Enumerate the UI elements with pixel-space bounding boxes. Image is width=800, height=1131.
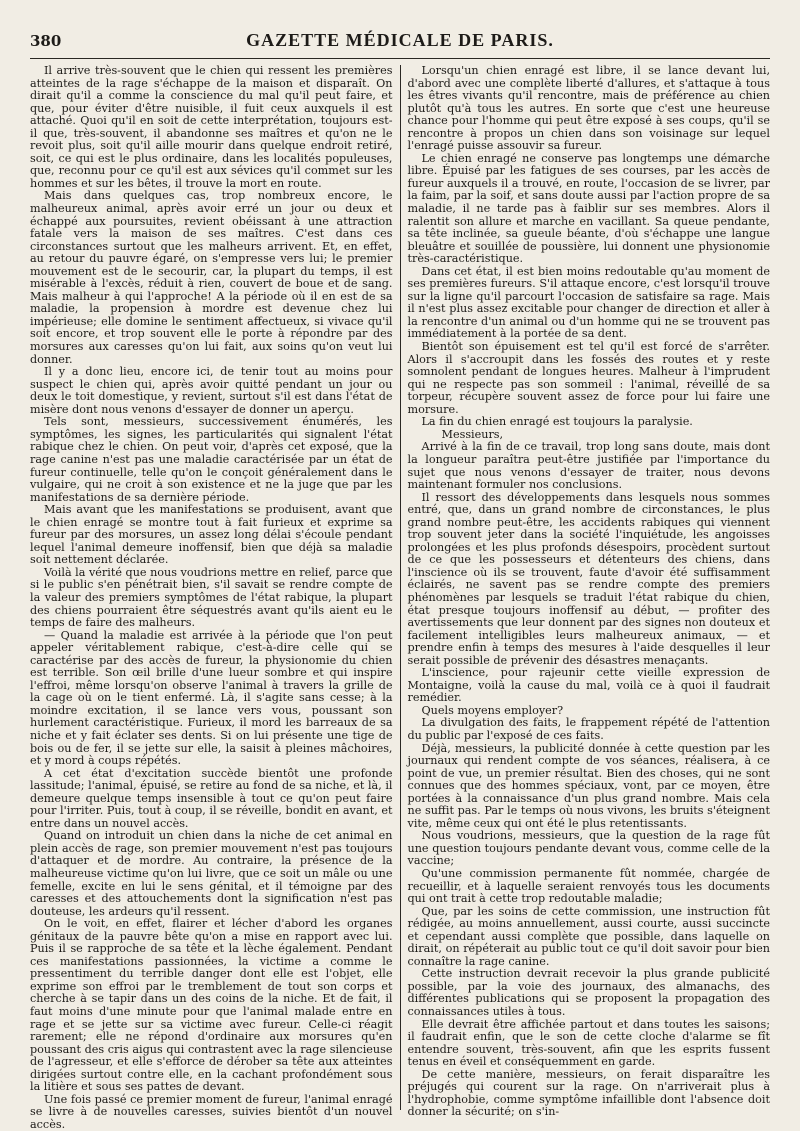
paragraph: La divulgation des faits, le frappement répété de l'attention du public par l'exposé de ces faits. (407, 716, 770, 742)
paragraph: Voilà la vérité que nous voudrions mettre en relief, parce que si le public s'en pénétrait bien, s'il savait se rendre compte de la valeur des premiers symptômes de l'état rabique, la plupart des chiens pourraient être séquestrés avant qu'ils aient eu le temps de faire des malheurs. (30, 565, 393, 630)
paragraph: Déjà, messieurs, la publicité donnée à cette question par les journaux qui rendent compte de vos séances, réalisera, à ce point de vue, un premier résultat. Bien des choses, qui ne sont connues que des hommes spéciaux, vont, par ce moyen, être portées à la connaissance d'un plus grand nombre. Mais cela ne suffit pas. Par le temps où nous vivons, les bruits s'éteignent vite, même ceux qui ont été le plus retentissants. (407, 741, 770, 830)
paragraph: A cet état d'excitation succède bientôt une profonde lassitude; l'animal, épuisé, se retire au fond de sa niche, et là, il demeure quelque temps insensible à tout ce qu'on peut faire pour l'irriter. Puis, tout à coup, il se réveille, bondit en avant, et entre dans un nouvel accès. (30, 766, 393, 830)
text-columns (30, 64, 770, 1131)
paragraph: Une fois passé ce premier moment de fureur, l'animal enragé se livre à de nouvelles caresses, suivies bientôt d'un nouvel accès. (30, 1092, 393, 1131)
paragraph: Dans cet état, il est bien moins redoutable qu'au moment de ses premières fureurs. S'il attaque encore, c'est lorsqu'il trouve sur la ligne qu'il parcourt l'occasion de satisfaire sa rage. Mais il n'est plus assez excitable pour changer de direction et aller à la rencontre d'un animal ou d'un homme qui ne se trouvent pas immédiatement à la portée de sa dent. (407, 264, 770, 341)
paragraph: Qu'une commission permanente fût nommée, chargée de recueillir, et à laquelle seraient renvoyés tous les documents qui ont trait à cette trop redoutable maladie; (407, 867, 770, 906)
paragraph: L'inscience, pour rajeunir cette vieille expression de Montaigne, voilà la cause du mal, voilà ce à quoi il faudrait remédier. (407, 666, 770, 705)
paragraph: Il arrive très-souvent que le chien qui ressent les premières atteintes de la rage s'échappe de la maison et disparaît. On dirait qu'il a comme la conscience du mal qu'il peut faire, et que, pour éviter d'être nuisible, il fuit ceux auxquels il est attaché. Quoi qu'il en soit de cette interprétation, toujours est-il que, très-souvent, il abandonne ses maîtres et qu'on ne le revoit plus, soit qu'il aille mourir dans quelque endroit retiré, soit, ce qui est le plus ordinaire, dans les localités populeuses, que, reconnu pour ce qu'il est aux sévices qu'il commet sur les hommes et sur les bêtes, il trouve la mort en route. (30, 64, 393, 190)
salutation: Messieurs, (441, 427, 504, 441)
paragraph: Il y a donc lieu, encore ici, de tenir tout au moins pour suspect le chien qui, après avoir quitté pendant un jour ou deux le toit domestique, y revient, surtout s'il est dans l'état de misère dont nous venons d'essayer de donner un aperçu. (30, 365, 393, 416)
page-number: 380 (30, 32, 62, 50)
paragraph: Le chien enragé ne conserve pas longtemps une démarche libre. Épuisé par les fatigues de ses courses, par les accès de fureur auxquels il a trouvé, en route, l'occasion de se livrer, par la faim, par la soif, et sans doute aussi par l'action propre de sa maladie, il ne tarde pas à faiblir sur ses membres. Alors il ralentit son allure et marche en vacillant. Sa queue pendante, sa tête inclinée, sa gueule béante, d'où s'échappe une langue bleuâtre et souillée de poussière, lui donnent une physionomie très-caractéristique. (407, 151, 770, 266)
journal-title: GAZETTE MÉDICALE DE PARIS. (246, 30, 554, 50)
paragraph: Mais dans quelques cas, trop nombreux encore, le malheureux animal, après avoir erré un jour ou deux et échappé aux poursuites, revient obéissant à une attraction fatale vers la maison de ses maîtres. C'est dans ces circonstances surtout que les malheurs arrivent. Et, en effet, au retour du pauvre égaré, on s'empresse vers lui; le premier mouvement est de le secourir, car, la plupart du temps, il est misérable à l'excès, réduit à rien, couvert de boue et de sang. Mais malheur à qui l'approche! A la période où il en est de sa maladie, la propension à mordre est devenue chez lui impérieuse; elle domine le sentiment affectueux, si vivace qu'il soit encore, et trop souvent elle le porte à répondre par des morsures aux caresses qu'on lui fait, aux soins qu'on veut lui donner. (30, 189, 393, 366)
left-column (30, 64, 400, 1131)
paragraph: Il ressort des développements dans lesquels nous sommes entré, que, dans un grand nombre de circonstances, le plus grand nombre peut-être, les accidents rabiques qui viennent trop souvent jeter dans la société l'inquiétude, les angoisses prolongées et les plus profonds désespoirs, procèdent surtout de ce que les possesseurs et détenteurs des chiens, dans l'inscience où ils se trouvent, faute d'avoir été suffisamment éclairés, ne savent pas se rendre compte des premiers phénomènes par lesquels se traduit l'état rabique du chien, état presque toujours inoffensif au début, — profiter des avertissements que leur donnent par des signes non douteux et facilement intelligibles leurs malheureux animaux, — et prendre enfin à temps des mesures à l'aide desquelles il leur serait possible de prévenir des désastres menaçants. (407, 490, 770, 667)
paragraph: Elle devrait être affichée partout et dans toutes les saisons; il faudrait enfin, que le son de cette cloche d'alarme se fît entendre souvent, très-souvent, afin que les esprits fussent tenus en éveil et conséquemment en garde. (407, 1017, 770, 1069)
right-column (401, 64, 771, 1119)
paragraph: Que, par les soins de cette commission, une instruction fût rédigée, au moins annuellement, aussi courte, aussi succincte et cependant aussi complète que possible, dans laquelle on dirait, on répéterait au public tout ce qu'il doit savoir pour bien connaître la rage canine. (407, 904, 770, 968)
paragraph: Arrivé à la fin de ce travail, trop long sans doute, mais dont la longueur paraîtra peut-être justifiée par l'importance du sujet que nous venons d'essayer de traiter, nous devons maintenant formuler nos conclusions. (407, 440, 770, 492)
paragraph: Quels moyens employer? (421, 703, 564, 717)
paragraph: Nous voudrions, messieurs, que la question de la rage fût une question toujours pendante devant vous, comme celle de la vaccine; (407, 829, 770, 868)
paragraph: De cette manière, messieurs, on ferait disparaître les préjugés qui courent sur la rage. On n'arriverait plus à l'hydrophobie, comme symptôme infaillible dont l'absence doit donner la sécurité; on s'in- (407, 1067, 770, 1119)
paragraph: — Quand la maladie est arrivée à la période que l'on peut appeler véritablement rabique, c'est-à-dire celle qui se caractérise par des accès de fureur, la physionomie du chien est terrible. Son œil brille d'une lueur sombre et qui inspire l'effroi, même lorsqu'on observe l'animal à travers la grille de la cage où on le tient enfermé. Là, il s'agite sans cesse; à la moindre excitation, il se lance vers vous, poussant son hurlement caractéristique. Furieux, il mord les barreaux de sa niche et y fait éclater ses dents. Si on lui présente une tige de bois ou de fer, il se jette sur elle, la saisit à pleines mâchoires, et y mord à coups répétés. (30, 628, 393, 768)
paragraph: La fin du chien enragé est toujours la paralysie. (421, 415, 693, 429)
paragraph: On le voit, en effet, flairer et lécher d'abord les organes génitaux de la pauvre bête qu'on a mise en rapport avec lui. Puis il se rapproche de sa tête et la lèche également. Pendant ces manifestations passionnées, la victime a comme le pressentiment du terrible danger dont elle est l'objet, elle exprime son effroi par le tremblement de tout son corps et cherche à se tapir dans un des coins de la niche. Et de fait, il faut moins d'une minute pour que l'animal malade entre en rage et se jette sur sa victime avec fureur. Celle-ci réagit rarement; elle ne répond d'ordinaire aux morsures qu'en poussant des cris aigus qui contrastent avec la rage silencieuse de l'agresseur, et elle s'efforce de dérober sa tête aux atteintes dirigées surtout contre elle, en la cachant profondément sous la litière et sous ses pattes de devant. (30, 917, 393, 1094)
paragraph: Tels sont, messieurs, successivement énumérés, les symptômes, les signes, les particularités qui signalent l'état rabique chez le chien. On peut voir, d'après cet exposé, que la rage canine n'est pas une maladie caractérisée par un état de fureur continuelle, telle qu'on le conçoit généralement dans le vulgaire, qui ne croit à son existence et ne la juge que par les manifestations de sa dernière période. (30, 415, 393, 504)
paragraph: Quand on introduit un chien dans la niche de cet animal en plein accès de rage, son premier mouvement n'est pas toujours d'attaquer et de mordre. Au contraire, la présence de la malheureuse victime qu'on lui livre, que ce soit un mâle ou une femelle, excite en lui le sens génital, et il témoigne par des caresses et des attouchements dont la signification n'est pas douteuse, les ardeurs qu'il ressent. (30, 829, 393, 918)
paragraph: Mais avant que les manifestations se produisent, avant que le chien enragé se montre tout à fait furieux et exprime sa fureur par des morsures, un assez long délai s'écoule pendant lequel l'animal demeure inoffensif, bien que déjà sa maladie soit nettement déclarée. (30, 503, 393, 567)
header-rule (30, 58, 770, 59)
paragraph: Lorsqu'un chien enragé est libre, il se lance devant lui, d'abord avec une complète liberté d'allures, et s'attaque à tous les êtres vivants qu'il rencontre, mais de préférence au chien plutôt qu'à tous les autres. En sorte que c'est une heureuse chance pour l'homme qui peut être exposé à ses coups, qu'il se rencontre à propos un chien dans son voisinage sur lequel l'enragé puisse assouvir sa fureur. (407, 64, 770, 153)
page-header (30, 30, 770, 58)
paragraph: Bientôt son épuisement est tel qu'il est forcé de s'arrêter. Alors il s'accroupit dans les fossés des routes et y reste somnolent pendant de longues heures. Malheur à l'imprudent qui ne respecte pas son sommeil : l'animal, réveillé de sa torpeur, récupère souvent assez de force pour lui faire une morsure. (407, 340, 770, 416)
paragraph: Cette instruction devrait recevoir la plus grande publicité possible, par la voie des journaux, des almanachs, des différentes publications qui se proposent la propagation des connaissances utiles à tous. (407, 967, 770, 1019)
